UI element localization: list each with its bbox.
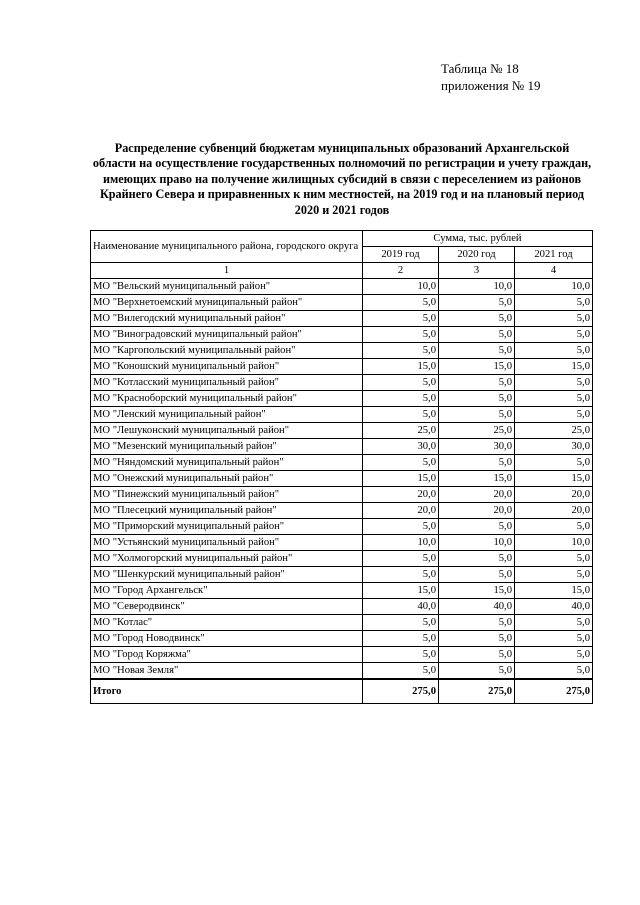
amount-2019: 15,0: [363, 359, 439, 375]
municipality-name: МО "Лешуконский муниципальный район": [91, 423, 363, 439]
amount-2019: 5,0: [363, 551, 439, 567]
municipality-name: МО "Котласский муниципальный район": [91, 375, 363, 391]
municipality-name: МО "Котлас": [91, 615, 363, 631]
amount-2021: 20,0: [515, 487, 593, 503]
amount-2021: 15,0: [515, 583, 593, 599]
amount-2020: 15,0: [439, 471, 515, 487]
municipality-name: МО "Каргопольский муниципальный район": [91, 343, 363, 359]
table-row: [91, 471, 593, 487]
amount-2020: 5,0: [439, 375, 515, 391]
municipality-name: МО "Шенкурский муниципальный район": [91, 567, 363, 583]
amount-2021: 15,0: [515, 471, 593, 487]
amount-2019: 5,0: [363, 615, 439, 631]
amount-2019: 5,0: [363, 327, 439, 343]
municipality-name: МО "Город Архангельск": [91, 583, 363, 599]
amount-2019: 30,0: [363, 439, 439, 455]
table-row: [91, 343, 593, 359]
table-row: [91, 295, 593, 311]
header-year-2019: 2019 год: [363, 247, 439, 263]
table-row: [91, 279, 593, 295]
amount-2021: 5,0: [515, 391, 593, 407]
amount-2019: 5,0: [363, 311, 439, 327]
municipality-name: МО "Плесецкий муниципальный район": [91, 503, 363, 519]
total-2021: 275,0: [515, 679, 593, 704]
amount-2020: 5,0: [439, 567, 515, 583]
amount-2019: 5,0: [363, 343, 439, 359]
amount-2020: 5,0: [439, 455, 515, 471]
amount-2021: 5,0: [515, 615, 593, 631]
amount-2020: 15,0: [439, 583, 515, 599]
table-row: [91, 455, 593, 471]
table-row: [91, 647, 593, 663]
total-2020: 275,0: [439, 679, 515, 704]
amount-2019: 5,0: [363, 391, 439, 407]
amount-2021: 5,0: [515, 455, 593, 471]
amount-2021: 5,0: [515, 567, 593, 583]
document-reference: [441, 60, 540, 94]
table-row: [91, 487, 593, 503]
amount-2021: 5,0: [515, 551, 593, 567]
document-title: Распределение субвенций бюджетам муниципальных образований Архангельской области на осуществление государственных полномочий по регистрации и учету граждан, имеющих право на получение жилищных субсидий в связи с переселением из районов Крайнего Севера и приравненных к ним местностей, на 2019 год и на плановый период 2020 и 2021 годов: [92, 141, 592, 217]
municipality-name: МО "Пинежский муниципальный район": [91, 487, 363, 503]
header-year-2021: 2021 год: [515, 247, 593, 263]
total-2019: 275,0: [363, 679, 439, 704]
municipality-name: МО "Няндомский муниципальный район": [91, 455, 363, 471]
amount-2019: 5,0: [363, 455, 439, 471]
appendix-number: приложения № 19: [441, 78, 541, 93]
amount-2021: 5,0: [515, 631, 593, 647]
amount-2020: 5,0: [439, 311, 515, 327]
municipality-name: МО "Приморский муниципальный район": [91, 519, 363, 535]
header-amount: Сумма, тыс. рублей: [363, 231, 593, 247]
municipality-name: МО "Ленский муниципальный район": [91, 407, 363, 423]
amount-2019: 10,0: [363, 535, 439, 551]
amount-2020: 30,0: [439, 439, 515, 455]
table-row: [91, 583, 593, 599]
municipality-name: МО "Мезенский муниципальный район": [91, 439, 363, 455]
table-row: [91, 519, 593, 535]
amount-2020: 5,0: [439, 407, 515, 423]
amount-2021: 5,0: [515, 327, 593, 343]
table-row: [91, 439, 593, 455]
amount-2021: 5,0: [515, 375, 593, 391]
municipality-name: МО "Вельский муниципальный район": [91, 279, 363, 295]
amount-2021: 5,0: [515, 295, 593, 311]
amount-2020: 5,0: [439, 551, 515, 567]
amount-2020: 5,0: [439, 663, 515, 680]
table-number: Таблица № 18: [441, 61, 519, 76]
amount-2020: 20,0: [439, 503, 515, 519]
amount-2021: 10,0: [515, 535, 593, 551]
municipality-name: МО "Красноборский муниципальный район": [91, 391, 363, 407]
amount-2020: 20,0: [439, 487, 515, 503]
table-body: [91, 279, 593, 680]
municipality-name: МО "Город Новодвинск": [91, 631, 363, 647]
amount-2021: 30,0: [515, 439, 593, 455]
amount-2019: 20,0: [363, 503, 439, 519]
amount-2021: 5,0: [515, 647, 593, 663]
amount-2019: 5,0: [363, 631, 439, 647]
municipality-name: МО "Вилегодский муниципальный район": [91, 311, 363, 327]
amount-2021: 5,0: [515, 663, 593, 680]
amount-2019: 15,0: [363, 471, 439, 487]
column-number: 2: [363, 263, 439, 279]
amount-2020: 40,0: [439, 599, 515, 615]
table-row: [91, 631, 593, 647]
table-row: [91, 391, 593, 407]
table-row: [91, 327, 593, 343]
municipality-name: МО "Верхнетоемский муниципальный район": [91, 295, 363, 311]
table-row: [91, 423, 593, 439]
amount-2019: 5,0: [363, 407, 439, 423]
amount-2021: 10,0: [515, 279, 593, 295]
amount-2019: 5,0: [363, 663, 439, 680]
municipality-name: МО "Город Коряжма": [91, 647, 363, 663]
amount-2019: 5,0: [363, 295, 439, 311]
municipality-name: МО "Новая Земля": [91, 663, 363, 680]
amount-2019: 5,0: [363, 567, 439, 583]
amount-2020: 5,0: [439, 295, 515, 311]
municipality-name: МО "Виноградовский муниципальный район": [91, 327, 363, 343]
amount-2019: 25,0: [363, 423, 439, 439]
total-row: [91, 679, 593, 704]
total-label: Итого: [91, 679, 363, 704]
amount-2020: 15,0: [439, 359, 515, 375]
table-row: [91, 535, 593, 551]
amount-2020: 10,0: [439, 535, 515, 551]
municipality-name: МО "Онежский муниципальный район": [91, 471, 363, 487]
municipality-name: МО "Коношский муниципальный район": [91, 359, 363, 375]
amount-2020: 5,0: [439, 647, 515, 663]
amount-2020: 5,0: [439, 615, 515, 631]
amount-2020: 5,0: [439, 391, 515, 407]
table-row: [91, 567, 593, 583]
table-row: [91, 375, 593, 391]
header-year-2020: 2020 год: [439, 247, 515, 263]
municipality-name: МО "Холмогорский муниципальный район": [91, 551, 363, 567]
header-name-column: Наименование муниципального района, городского округа: [91, 231, 363, 263]
amount-2021: 20,0: [515, 503, 593, 519]
amount-2021: 5,0: [515, 311, 593, 327]
subvention-table: [90, 230, 593, 704]
municipality-name: МО "Северодвинск": [91, 599, 363, 615]
table-row: [91, 311, 593, 327]
column-number: 1: [91, 263, 363, 279]
column-number: 3: [439, 263, 515, 279]
amount-2019: 5,0: [363, 375, 439, 391]
amount-2020: 5,0: [439, 631, 515, 647]
amount-2021: 40,0: [515, 599, 593, 615]
table-row: [91, 615, 593, 631]
amount-2019: 40,0: [363, 599, 439, 615]
amount-2020: 5,0: [439, 343, 515, 359]
table-row: [91, 599, 593, 615]
amount-2020: 5,0: [439, 327, 515, 343]
column-number: 4: [515, 263, 593, 279]
amount-2020: 10,0: [439, 279, 515, 295]
table-row: [91, 503, 593, 519]
table-row: [91, 663, 593, 680]
municipality-name: МО "Устьянский муниципальный район": [91, 535, 363, 551]
amount-2019: 10,0: [363, 279, 439, 295]
amount-2021: 5,0: [515, 519, 593, 535]
table-row: [91, 551, 593, 567]
amount-2019: 5,0: [363, 519, 439, 535]
table-row: [91, 359, 593, 375]
amount-2019: 15,0: [363, 583, 439, 599]
table-row: [91, 407, 593, 423]
amount-2021: 5,0: [515, 343, 593, 359]
amount-2020: 25,0: [439, 423, 515, 439]
amount-2021: 25,0: [515, 423, 593, 439]
amount-2020: 5,0: [439, 519, 515, 535]
amount-2021: 5,0: [515, 407, 593, 423]
amount-2021: 15,0: [515, 359, 593, 375]
amount-2019: 20,0: [363, 487, 439, 503]
amount-2019: 5,0: [363, 647, 439, 663]
